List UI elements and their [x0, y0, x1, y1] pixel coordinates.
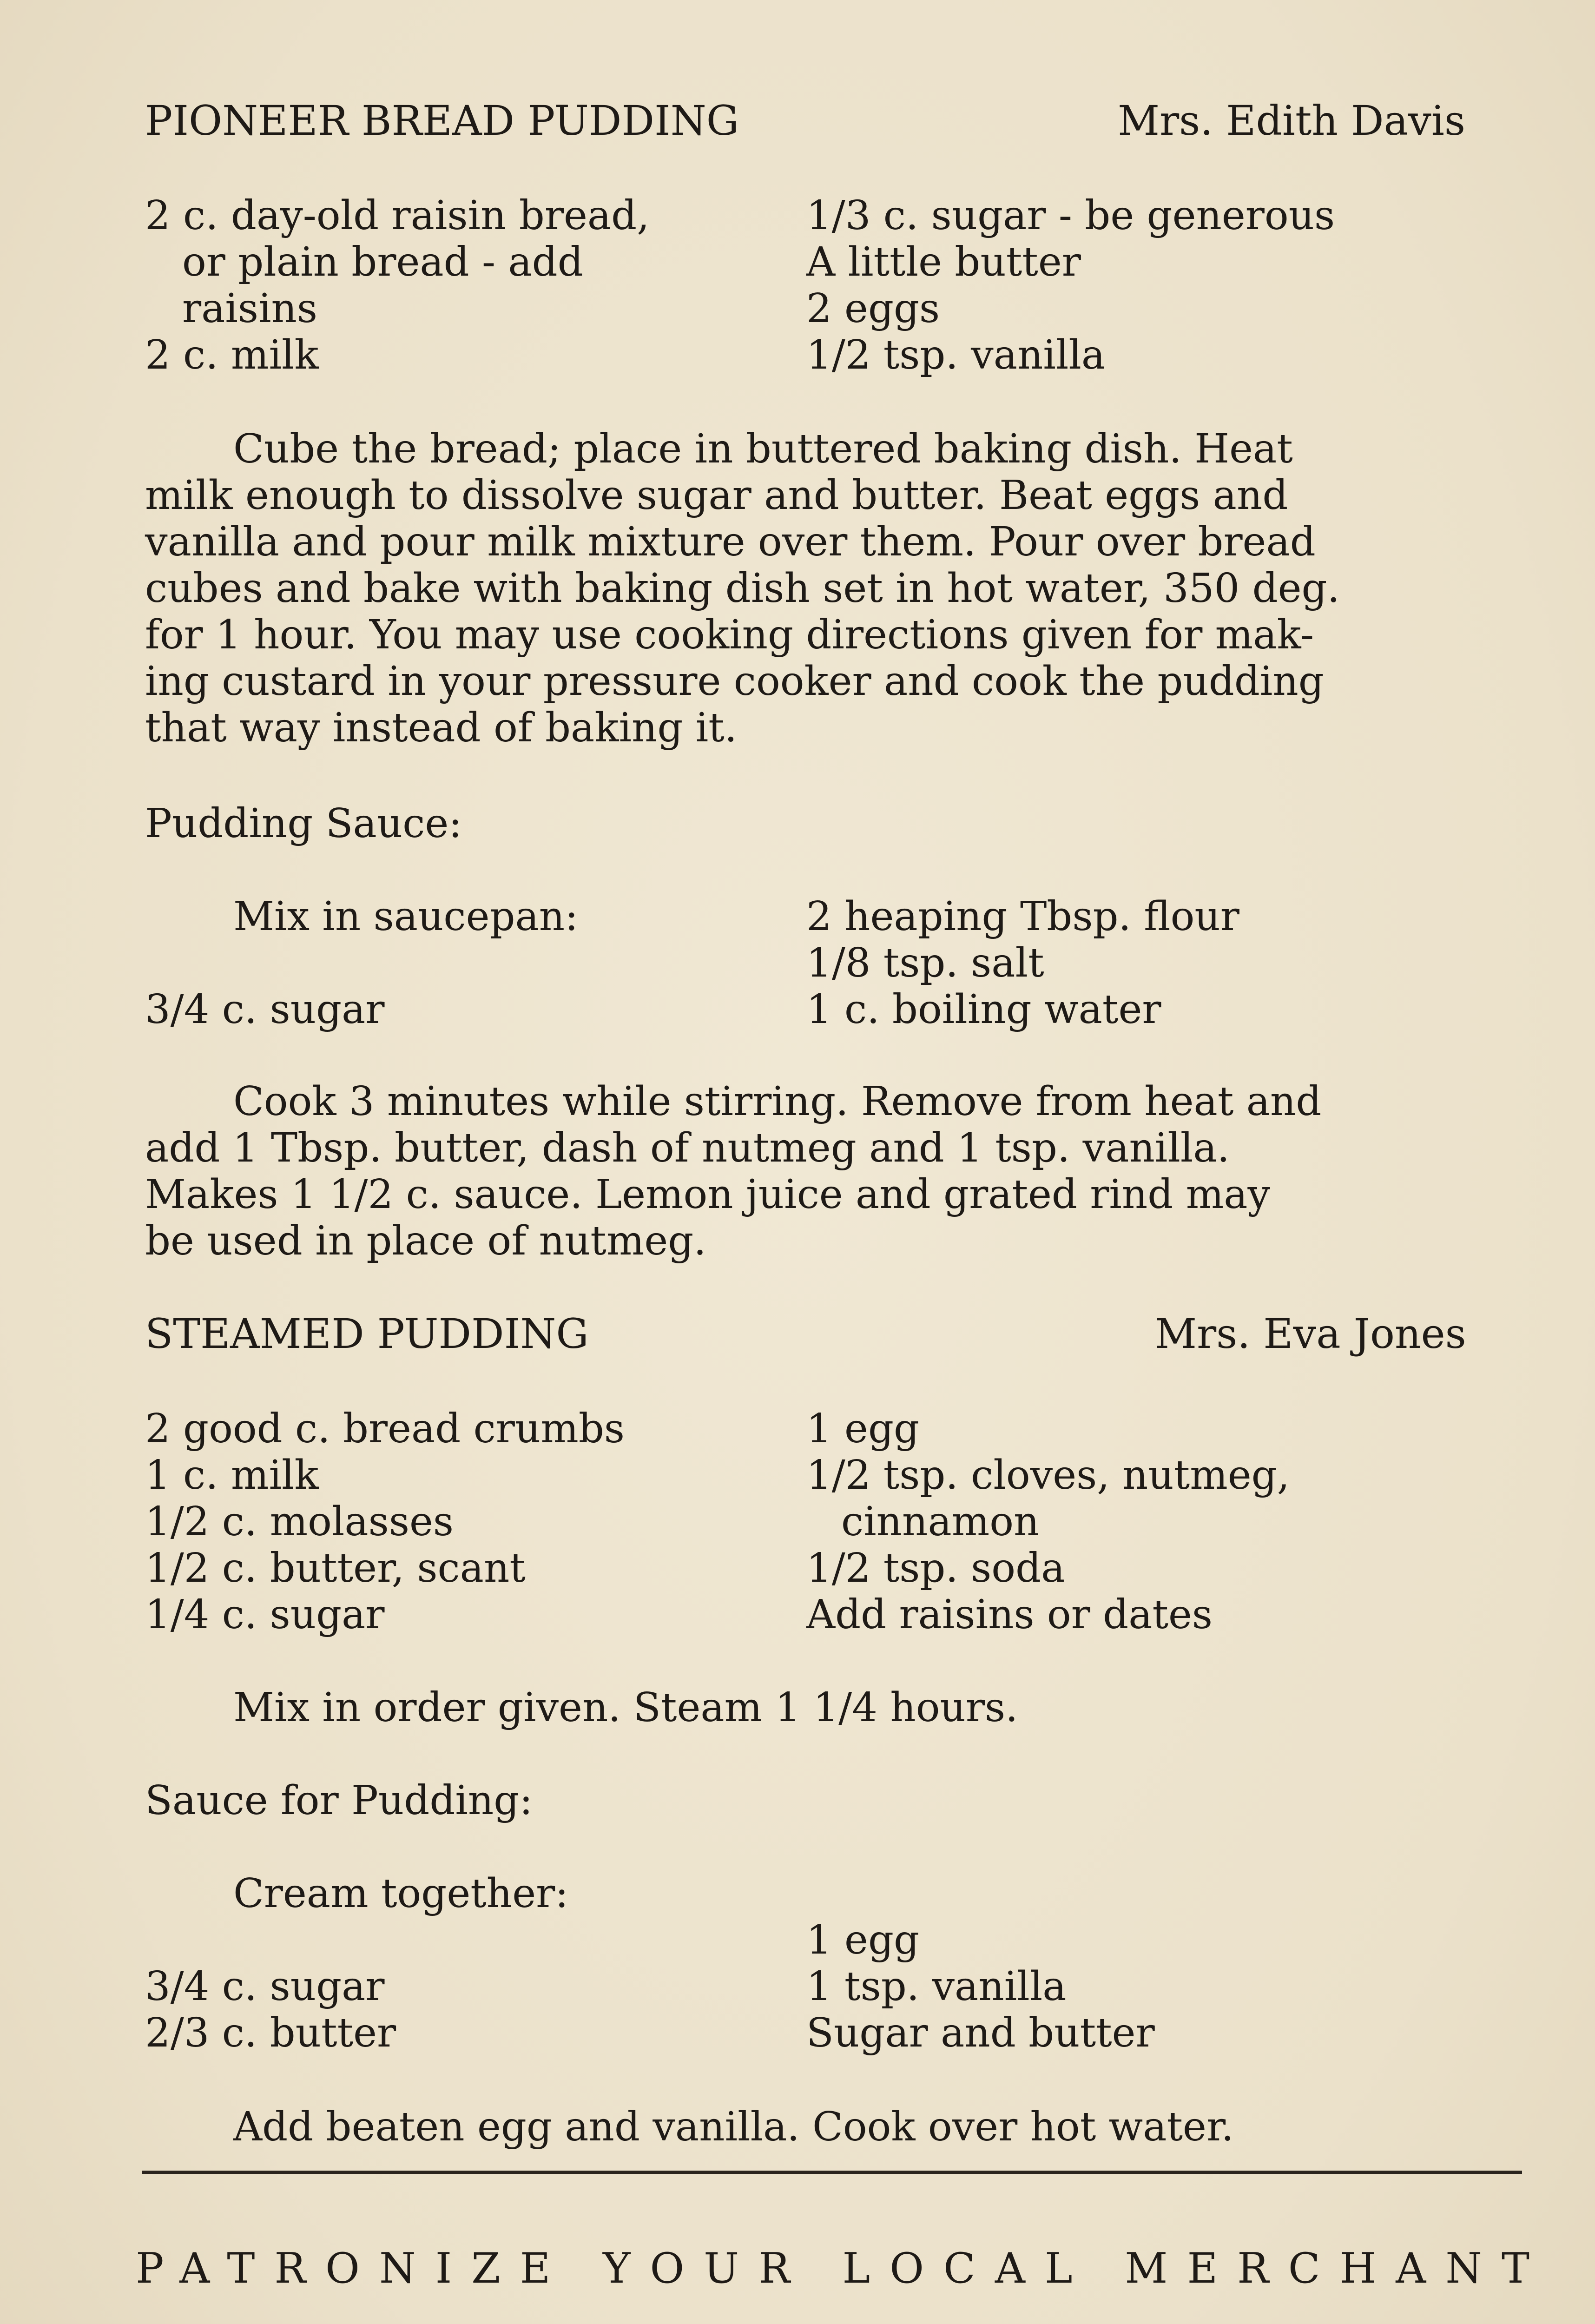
sauce-ingredient-right: 1 egg — [806, 1917, 920, 1963]
sauce-directions: Add beaten egg and vanilla. Cook over hot water. — [233, 2104, 1234, 2150]
ingredient-right: 1 egg — [806, 1406, 920, 1452]
directions-line: Cube the bread; place in buttered baking dish. Heat — [233, 426, 1293, 472]
directions-line: be used in place of nutmeg. — [145, 1218, 706, 1264]
ingredient-left: 1/2 c. molasses — [145, 1499, 454, 1545]
ingredient-right: cinnamon — [841, 1499, 1040, 1545]
ingredient-left: 1/2 c. butter, scant — [145, 1545, 526, 1591]
footer-slogan: PATRONIZE YOUR LOCAL MERCHANT — [136, 2244, 1549, 2293]
sauce-ingredient-right: 1 tsp. vanilla — [806, 1963, 1067, 2010]
ingredient-left: 2 c. day-old raisin bread, — [145, 192, 650, 239]
directions-line: for 1 hour. You may use cooking directions given for mak- — [145, 612, 1314, 658]
sauce-heading: Pudding Sauce: — [145, 800, 462, 847]
sauce-ingredient-left: 3/4 c. sugar — [145, 1963, 385, 2010]
directions-line: cubes and bake with baking dish set in hot water, 350 deg. — [145, 565, 1340, 612]
directions-line: Makes 1 1/2 c. sauce. Lemon juice and grated rind may — [145, 1171, 1271, 1218]
ingredient-left: 1/4 c. sugar — [145, 1591, 385, 1638]
ingredient-right: 1/2 tsp. vanilla — [806, 332, 1106, 378]
recipe-title-steamed-pudding: STEAMED PUDDING — [145, 1310, 589, 1358]
sauce-ingredient-right: 1/8 tsp. salt — [806, 940, 1044, 986]
recipe-directions — [145, 426, 1525, 751]
ingredient-right: 2 eggs — [806, 285, 940, 332]
ingredient-left: 2 c. milk — [145, 332, 319, 378]
ingredient-right: 1/2 tsp. cloves, nutmeg, — [806, 1452, 1290, 1499]
sauce-mix-label: Mix in saucepan: — [233, 893, 579, 940]
recipe-title-pioneer-bread-pudding: PIONEER BREAD PUDDING — [145, 97, 739, 145]
ingredient-left: or plain bread - add — [182, 239, 583, 285]
ingredient-left: raisins — [182, 285, 318, 332]
sauce-ingredient-right: 1 c. boiling water — [806, 986, 1161, 1033]
ingredient-right: A little butter — [806, 239, 1081, 285]
sauce-ingredient-left: 3/4 c. sugar — [145, 986, 385, 1033]
sauce-ingredient-left: 2/3 c. butter — [145, 2010, 396, 2056]
directions-line: ing custard in your pressure cooker and cook the pudding — [145, 658, 1324, 705]
sauce-ingredient-right: 2 heaping Tbsp. flour — [806, 893, 1239, 940]
directions-line: Cook 3 minutes while stirring. Remove from heat and — [233, 1078, 1322, 1125]
sauce-heading: Sauce for Pudding: — [145, 1777, 533, 1824]
sauce-directions — [145, 1078, 1525, 1264]
footer-rule-top — [142, 2171, 1522, 2174]
directions-line: milk enough to dissolve sugar and butter. Beat eggs and — [145, 472, 1288, 519]
recipe-directions: Mix in order given. Steam 1 1/4 hours. — [233, 1684, 1018, 1731]
ingredient-left: 1 c. milk — [145, 1452, 319, 1499]
sauce-cream-label: Cream together: — [233, 1870, 569, 1917]
ingredient-right: 1/2 tsp. soda — [806, 1545, 1065, 1591]
ingredient-right: 1/3 c. sugar - be generous — [806, 192, 1335, 239]
directions-line: vanilla and pour milk mixture over them. Pour over bread — [145, 519, 1316, 565]
directions-line: add 1 Tbsp. butter, dash of nutmeg and 1 tsp. vanilla. — [145, 1125, 1230, 1171]
recipe-author-edith-davis: Mrs. Edith Davis — [1118, 97, 1466, 145]
recipe-author-eva-jones: Mrs. Eva Jones — [1155, 1310, 1466, 1358]
ingredient-left: 2 good c. bread crumbs — [145, 1406, 625, 1452]
ingredient-right: Add raisins or dates — [806, 1591, 1213, 1638]
directions-line: that way instead of baking it. — [145, 705, 738, 751]
sauce-ingredient-right: Sugar and butter — [806, 2010, 1155, 2056]
